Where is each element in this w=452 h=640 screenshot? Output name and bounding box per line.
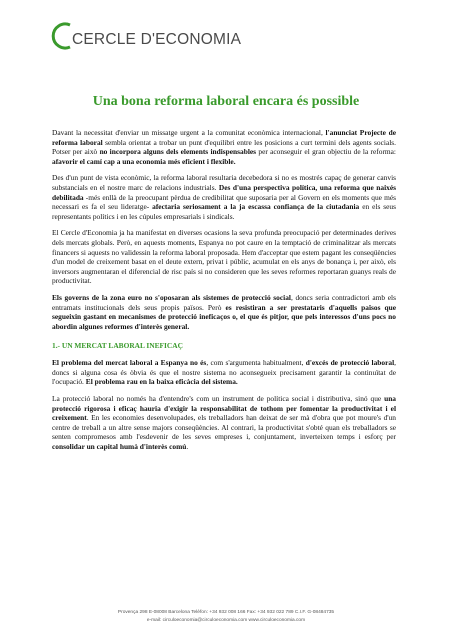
- footer-contact: e-mail: circuloeconomia@circuloeconomia.com www.circuloeconomia.com: [146, 617, 306, 623]
- text-run: sembla orientat a trobar un punt d'equilibri entre les posicions a curt termini dels agents socials. Potser per això: [52, 137, 397, 157]
- page-footer: [0, 609, 452, 624]
- text-run: Davant la necessitat d'enviar un missatge urgent a la comunitat econòmica internacional,: [52, 128, 326, 137]
- cercle-economia-logo: [50, 22, 270, 62]
- section-heading: 1.- UN MERCAT LABORAL INEFICAÇ: [52, 341, 183, 351]
- text-run: La protecció laboral no només ha d'entendre's com un instrument de política social i distributiva, sinó que: [52, 394, 385, 404]
- bold-text-run: afectaria seriosament a la ja escassa confiança de la ciutadania: [152, 202, 360, 212]
- intro-paragraphs: [52, 128, 396, 331]
- text-run: , doncs si alguna cosa és òbvia és que el nostre sistema no aconsegueix precisament garantir la continuïtat de l'ocupació.: [52, 358, 396, 387]
- text-run: . En les economies desenvolupades, els treballadors han deixat de ser mà d'obra que pot moure's d'un centre de treball a un altre sense majors conseqüències. Al contrari, la productivitat s'obté quan els treballadors se senten compromesos amb l'esdevenir de les seves empreses i, conjuntament, inverteixen temps i esforç per: [52, 413, 396, 442]
- text-run: per aconseguir el gran objectiu de la reforma:: [256, 147, 396, 157]
- text-run: , com s'argumenta habitualment,: [206, 358, 306, 368]
- bold-text-run: El problema del mercat laboral a Espanya no és: [52, 358, 207, 368]
- logo-arc-icon: [50, 22, 74, 50]
- document-body: [52, 128, 396, 459]
- paragraph: [52, 358, 396, 387]
- text-run: El Cercle d'Economia ja ha manifestat en diverses ocasions la seva profunda preocupació per determinades derives dels mercats globals. Però, en aquests moments, Espanya no pot caure en la temptació de criminalitzar als mercats financers si aquests no validessin la reforma laboral proposada. Hem d'acceptar que estem pagant les conseqüències d'un model de creixement basat en el deute extern, privat i públic, acumulat en els anys de bonança i, per això, els inversors augmentaran el diferencial de risc país si no consideren que les seves reformes reportaran guanys reals de productivitat.: [52, 228, 396, 286]
- paragraph: [52, 228, 396, 286]
- section-paragraphs: [52, 358, 396, 451]
- paragraph: [52, 394, 396, 452]
- bold-text-run: l'anunciat Projecte de reforma laboral: [52, 128, 396, 147]
- bold-text-run: El problema rau en la baixa eficàcia del sistema.: [85, 377, 238, 387]
- bold-text-run: afavorir el camí cap a una economia més eficient i flexible.: [52, 156, 236, 166]
- bold-text-run: Els governs de la zona euro no s'oposaran als sistemes de protecció social: [52, 292, 291, 302]
- footer-address: Provença 298 E-08008 Barcelona Telèfon: +34 932 008 166 Fax: +34 932 022 789 C.I.F. G-08484735: [117, 610, 335, 615]
- text-run: Des d'un punt de vista econòmic, la reforma laboral resultaria decebedora si no es mostrés capaç de generar canvis substancials en el nostre marc de relacions industrials.: [52, 173, 396, 192]
- bold-text-run: no incorpora alguns dels elements indispensables: [99, 147, 257, 157]
- bold-text-run: d'excés de protecció laboral: [305, 358, 395, 368]
- document-title: Una bona reforma laboral encara és possible: [92, 94, 360, 109]
- paragraph: [52, 128, 396, 166]
- bold-text-run: es resistiran a ser prestataris d'aquells països que segueixin gastant en mecanismes de protecció ineficaços o, el que és pitjor, que pels interessos d'uns pocs no abordin algunes reformes d'interès general.: [52, 302, 397, 331]
- bold-text-run: una protecció rigorosa i eficaç hauria d'exigir la responsabilitat de tothom per fomentar la productivitat i el creixement: [52, 394, 396, 423]
- text-run: , doncs seria contradictori amb els entramats institucionals dels seus propis països. Però: [52, 292, 396, 312]
- text-run: .: [186, 442, 189, 452]
- text-run: en els seus representants polítics i en les cúpules empresarials i sindicals.: [52, 202, 396, 221]
- logo-text: CERCLE D'ECONOMIA: [72, 31, 242, 48]
- bold-text-run: consolidar un capital humà d'interès comú: [52, 442, 187, 452]
- text-run: -més enllà de la preocupant pèrdua de credibilitat que suposaria per al Govern en els moments que més necessari es fa el seu lideratge-: [52, 192, 396, 212]
- paragraph: [52, 173, 396, 221]
- bold-text-run: Des d'una perspectiva política, una reforma que naixés debilitada: [52, 182, 396, 202]
- paragraph: [52, 293, 396, 331]
